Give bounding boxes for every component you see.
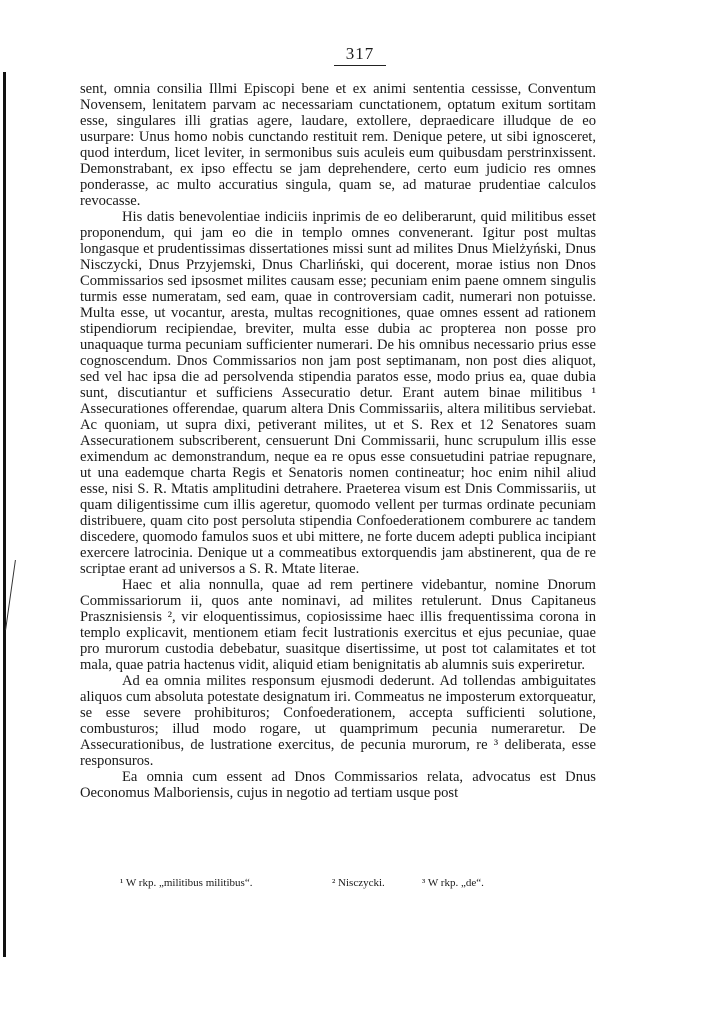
- footnote: ¹ W rkp. „militibus militibus“.: [120, 877, 253, 889]
- paragraph: Ea omnia cum essent ad Dnos Commissarios relata, advocatus est Dnus Oeconomus Malboriensis, cujus in negotio ad tertiam usque post: [80, 769, 596, 801]
- body-text: [80, 81, 596, 801]
- page-number: [0, 44, 720, 66]
- footnote: ² Nisczycki.: [332, 877, 385, 889]
- footnotes: [120, 877, 600, 889]
- paragraph: Ad ea omnia milites responsum ejusmodi dederunt. Ad tollendas ambiguitates aliquos cum absoluta potestate designatum iri. Commeatus ne imposterum extorqueatur, se esse severe prohibituros; Confoederationem, accepta sufficienti solutione, combusturos; illud modo rogare, ut quamprimum pecunia numeraretur. De Assecurationibus, de lustratione exercitus, de pecunia murorum, re ³ deliberata, esse responsuros.: [80, 673, 596, 769]
- page-number-text: 317: [334, 44, 387, 66]
- footnote: ³ W rkp. „de“.: [422, 877, 484, 889]
- binding-edge: [3, 72, 6, 957]
- paragraph: sent, omnia consilia Illmi Episcopi bene et ex animi sententia cessisse, Conventum Novensem, lenitatem parvam ac necessariam cunctationem, optatum exitum sortitam esse, singulares illi gratias agere, laudare, extollere, depraedicare illudque de eo usurpare: Unus homo nobis cunctando restituit rem. Denique petere, ut sibi ignosceret, quod interdum, licet leviter, in sermonibus suis aculeis eum quibusdam perstrinxissent. Demonstrabant, ex ipso effectu se jam deprehendere, certo eum judicio res omnes ponderasse, ac multo accuratius singula, quam se, ad maturae prudentiae calculos revocasse.: [80, 81, 596, 209]
- paragraph: Haec et alia nonnulla, quae ad rem pertinere videbantur, nomine Dnorum Commissariorum ii, quos ante nominavi, ad milites retulerunt. Dnus Capitaneus Prasznisiensis ², vir eloquentissimus, copiosissime haec illis frequentissima corona in templo explicavit, mentionem etiam fecit lustrationis exercitus et ejus pecuniae, quae pro murorum custodia debebatur, suasitque disertissime, ut post tot calamitates et tot mala, quae patria hactenus vidit, aliquid etiam benignitatis ab alumnis suis experiretur.: [80, 577, 596, 673]
- paragraph: His datis benevolentiae indiciis inprimis de eo deliberarunt, quid militibus esset proponendum, qui jam eo die in templo omnes convenerant. Igitur post multas longasque et prudentissimas dissertationes missi sunt ad milites Dnus Mielżyński, Dnus Nisczycki, Dnus Przyjemski, Dnus Charliński, qui docerent, morae istius non Dnos Commissarios sed ipsosmet milites causam esse; pecuniam enim paene omnem singulis turmis esse numeratam, sed eam, quae in controversiam cadit, numerari non potuisse. Multa esse, ut vocantur, aresta, multas recognitiones, quae omnes essent ad rationem stipendiorum recipiendae, breviter, multa esse dubia ac propterea non posse pro unaquaque turma pecuniam sufficienter numerari. De his omnibus necessario prius esse cognoscendum. Dnos Commissarios non jam post septimanam, non post dies aliquot, sed vel hac ipsa die ad persolvenda stipendia paratos esse, modo prius ea, quae dubia sunt, discutiantur et sufficiens Assecuratio detur. Erant autem binae militibus ¹ Assecurationes offerendae, quarum altera Dnis Commissariis, altera militibus serviebat. Ac quoniam, ut supra dixi, petiverant milites, ut et S. Rex et 12 Senatores suam Assecurationem subscriberent, censuerunt Dni Commissarii, hunc scrupulum illis esse eximendum ac demonstrandum, neque ea re opus esse consuetudini patriae repugnare, ut una eademque charta Regis et Senatoris nomen contineatur; hoc enim nihil aliud esse, nisi S. R. Mtatis amplitudini detrahere. Praeterea visum est Dnis Commissariis, ut quam diligentissime cum illis ageretur, quomodo vellent per turmas ordinate pecuniam distribuere, quam cito post persoluta stipendia Confoederationem comburere ac tandem discedere, quomodo famulos suos et ubi mittere, ne forte ducem adepti publica incipiant exercere latrocinia. Denique ut a commeatibus extorquendis jam abstinerent, qua de re scriptae erant ad universos a S. R. Mtate literae.: [80, 209, 596, 577]
- margin-mark: [5, 560, 18, 630]
